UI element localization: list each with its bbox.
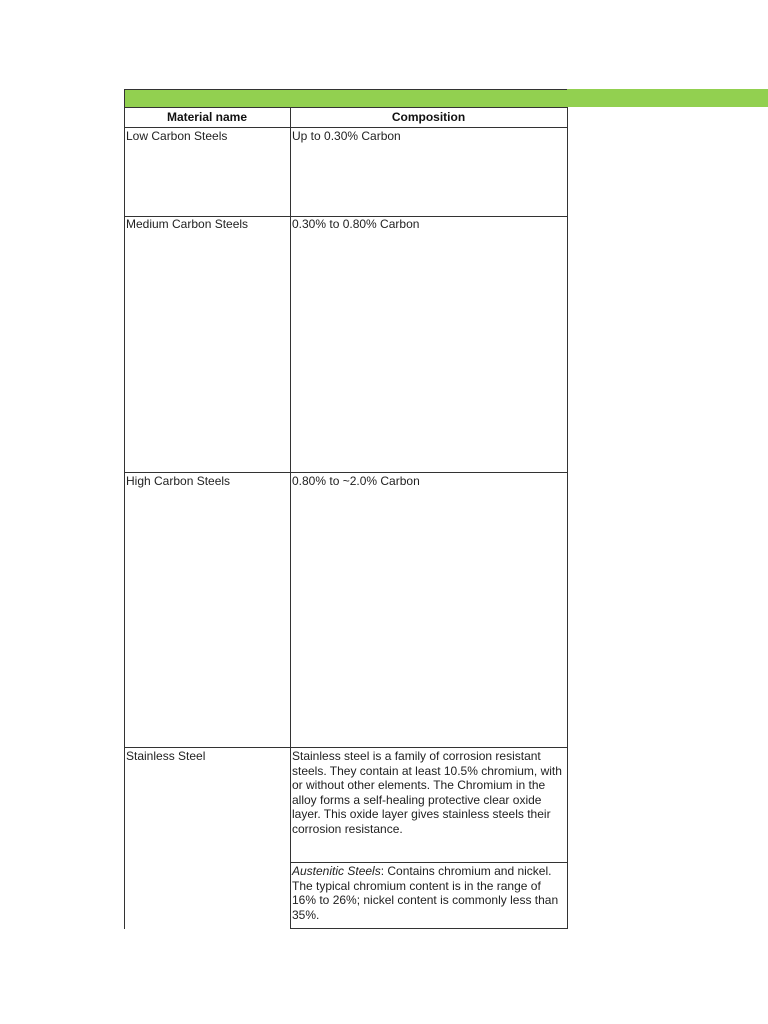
table-cell-composition: 0.30% to 0.80% Carbon (292, 217, 420, 231)
grid-line (290, 107, 291, 929)
table-cell-material: Low Carbon Steels (126, 129, 228, 143)
table-cell-composition: 0.80% to ~2.0% Carbon (292, 474, 420, 488)
table-cell-material: Stainless Steel (126, 749, 206, 763)
header-composition: Composition (391, 110, 466, 124)
table-cell-composition: Up to 0.30% Carbon (292, 129, 401, 143)
grid-line (290, 928, 567, 929)
austenitic-text: : Contains chromium and nickel. The typical chromium content is in the range of 16% to 26%; nickel content is commonly less than 35%. (292, 864, 559, 922)
grid-line (290, 862, 567, 863)
grid-line (124, 89, 125, 929)
table-cell-austenitic (292, 864, 568, 922)
table-cell-material: Medium Carbon Steels (126, 217, 249, 231)
grid-line (124, 127, 567, 128)
grid-line (124, 747, 567, 748)
table-cell-composition: Stainless steel is a family of corrosion resistant steels. They contain at least 10.5% chromium, with or without other elements. The Chromium in the alloy forms a self-healing protective clear oxide layer. This oxide layer gives stainless steels their corrosion resistance. (292, 749, 562, 836)
austenitic-term: Austenitic Steels (292, 864, 381, 878)
header-band-border (124, 89, 567, 107)
header-material-name: Material name (166, 110, 248, 124)
grid-line (124, 472, 567, 473)
table-cell-material: High Carbon Steels (126, 474, 231, 488)
